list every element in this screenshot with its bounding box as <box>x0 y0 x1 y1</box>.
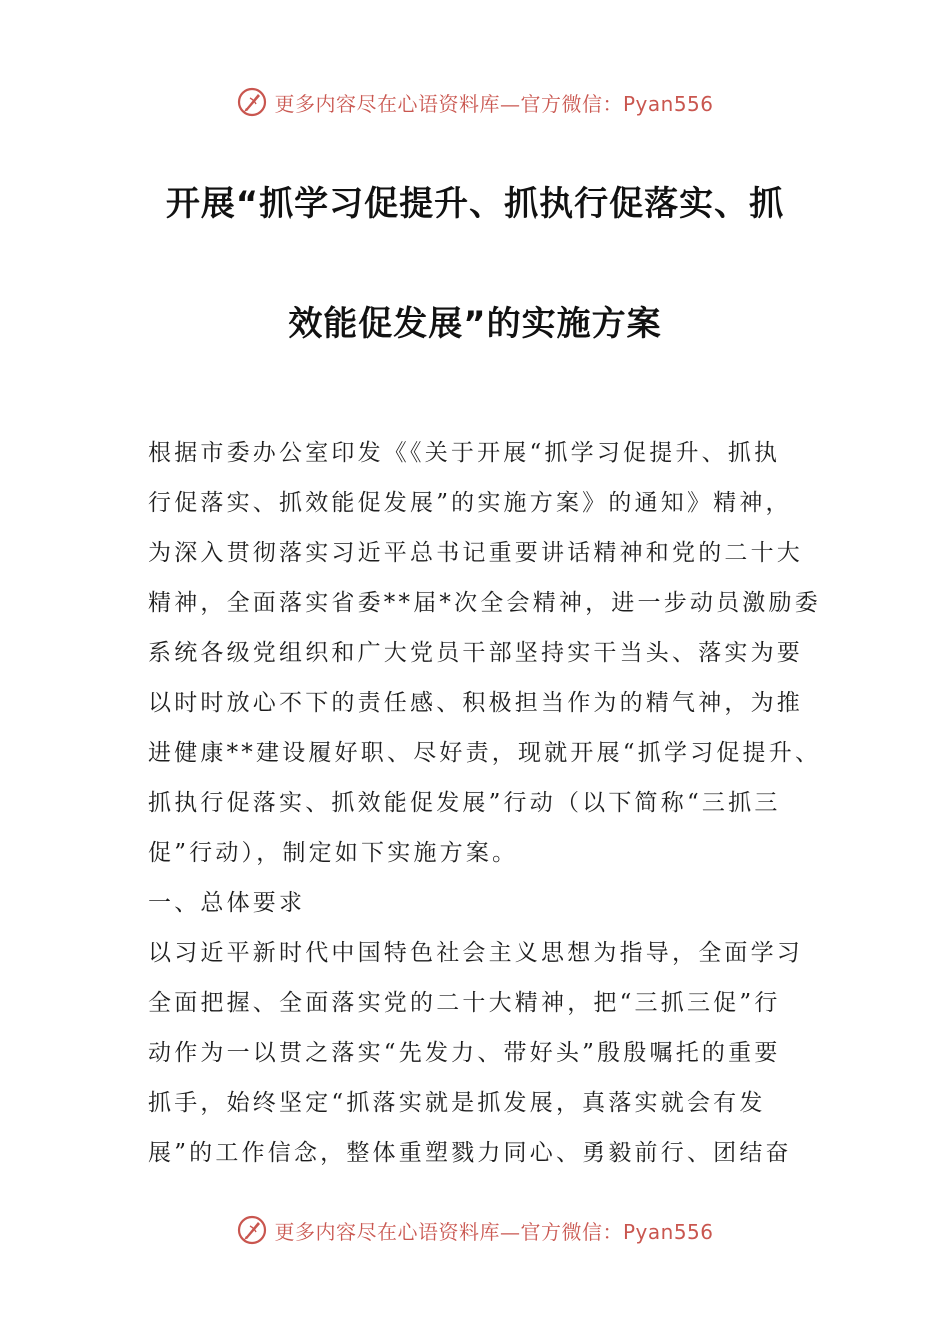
quill-pen-logo-icon <box>236 1214 268 1246</box>
body-line: 抓执行促落实、抓效能促发展”行动（以下简称“三抓三 <box>148 790 781 816</box>
body-line: 进健康**建设履好职、尽好责，现就开展“抓学习促提升、 <box>148 740 822 766</box>
section-heading: 一、总体要求 <box>148 890 306 916</box>
document-title-line-2: 效能促发展”的实施方案 <box>288 304 662 344</box>
banner-text <box>274 1216 713 1245</box>
body-line: 以时时放心不下的责任感、积极担当作为的精气神，为推 <box>148 690 803 716</box>
body-line: 全面把握、全面落实党的二十大精神，把“三抓三促”行 <box>148 990 781 1016</box>
quill-pen-logo-icon <box>236 86 268 118</box>
body-line: 展”的工作信念，整体重塑戮力同心、勇毅前行、团结奋 <box>148 1140 792 1166</box>
document-body <box>148 428 828 1178</box>
footer-banner <box>0 1210 950 1250</box>
banner-wechat-id: Pyan556 <box>622 1219 714 1244</box>
banner-label: 更多内容尽在心语资料库—官方微信： <box>274 91 623 116</box>
body-line: 促”行动），制定如下实施方案。 <box>148 840 519 866</box>
body-line: 以习近平新时代中国特色社会主义思想为指导，全面学习 <box>148 940 803 966</box>
banner-wechat-id: Pyan556 <box>622 91 714 116</box>
body-line: 精神，全面落实省委**届*次全会精神，进一步动员激励委 <box>148 590 821 616</box>
header-banner <box>0 82 950 122</box>
body-line: 为深入贯彻落实习近平总书记重要讲话精神和党的二十大 <box>148 540 803 566</box>
document-title-line-1: 开展“抓学习促提升、抓执行促落实、抓 <box>165 184 785 224</box>
banner-label: 更多内容尽在心语资料库—官方微信： <box>274 1219 623 1244</box>
body-line: 动作为一以贯之落实“先发力、带好头”殷殷嘱托的重要 <box>148 1040 781 1066</box>
body-line: 行促落实、抓效能促发展”的实施方案》的通知》精神， <box>148 490 792 516</box>
banner-text <box>274 88 713 117</box>
body-line: 抓手，始终坚定“抓落实就是抓发展，真落实就会有发 <box>148 1090 766 1116</box>
body-line: 根据市委办公室印发《《关于开展“抓学习促提升、抓执 <box>148 440 781 466</box>
body-line: 系统各级党组织和广大党员干部坚持实干当头、落实为要 <box>148 640 803 666</box>
